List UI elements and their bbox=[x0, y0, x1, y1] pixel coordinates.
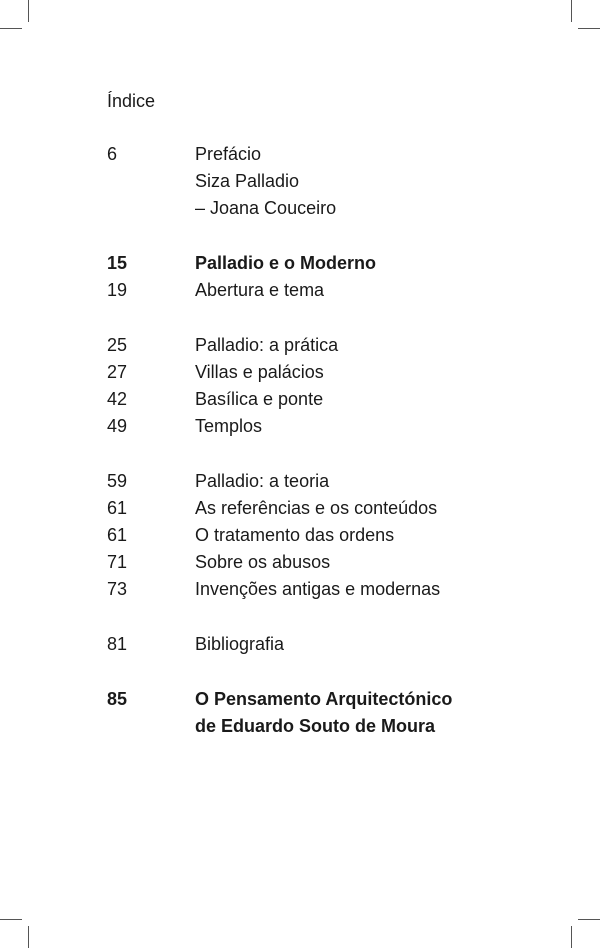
page-number: 6 bbox=[107, 144, 118, 164]
crop-mark bbox=[28, 926, 29, 948]
toc-group bbox=[107, 250, 567, 304]
table-of-contents bbox=[107, 141, 567, 740]
toc-group bbox=[107, 332, 567, 440]
entry-title: Palladio: a teoria bbox=[195, 471, 330, 491]
page-number bbox=[107, 713, 195, 740]
toc-entry bbox=[107, 413, 567, 440]
crop-mark bbox=[0, 919, 22, 920]
entry-title: Villas e palácios bbox=[195, 362, 324, 382]
entry-title: Siza Palladio bbox=[195, 171, 300, 191]
crop-mark bbox=[0, 28, 22, 29]
toc-group bbox=[107, 141, 567, 222]
page-number bbox=[107, 168, 195, 195]
entry-title: Abertura e tema bbox=[195, 280, 325, 300]
page-number: 85 bbox=[107, 689, 128, 709]
entry-title: O Pensamento Arquitectónico bbox=[195, 689, 453, 709]
toc-entry bbox=[107, 549, 567, 576]
toc-entry bbox=[107, 468, 567, 495]
crop-mark bbox=[571, 0, 572, 22]
toc-group bbox=[107, 686, 567, 740]
toc-entry bbox=[107, 522, 567, 549]
page-number: 25 bbox=[107, 335, 128, 355]
entry-title: Prefácio bbox=[195, 144, 262, 164]
toc-entry bbox=[107, 250, 567, 277]
page-number: 27 bbox=[107, 362, 128, 382]
entry-title: Sobre os abusos bbox=[195, 552, 331, 572]
entry-title: Palladio e o Moderno bbox=[195, 253, 377, 273]
entry-title: de Eduardo Souto de Moura bbox=[195, 716, 436, 736]
toc-entry bbox=[107, 332, 567, 359]
entry-title: As referências e os conteúdos bbox=[195, 498, 438, 518]
page-number: 61 bbox=[107, 525, 128, 545]
toc-group bbox=[107, 631, 567, 658]
page-number: 42 bbox=[107, 389, 128, 409]
page-number: 49 bbox=[107, 416, 128, 436]
page-number: 59 bbox=[107, 471, 128, 491]
entry-title: Templos bbox=[195, 416, 263, 436]
entry-title: O tratamento das ordens bbox=[195, 525, 395, 545]
toc-entry bbox=[107, 576, 567, 603]
page-number: 15 bbox=[107, 253, 128, 273]
toc-entry bbox=[107, 359, 567, 386]
toc-group bbox=[107, 468, 567, 603]
crop-mark bbox=[571, 926, 572, 948]
toc-entry bbox=[107, 631, 567, 658]
page-number bbox=[107, 195, 195, 222]
page-number: 61 bbox=[107, 498, 128, 518]
page-number: 19 bbox=[107, 280, 128, 300]
toc-entry bbox=[107, 277, 567, 304]
toc-entry bbox=[107, 195, 567, 222]
toc-entry bbox=[107, 495, 567, 522]
page-number: 71 bbox=[107, 552, 128, 572]
toc-entry bbox=[107, 713, 567, 740]
toc-entry bbox=[107, 386, 567, 413]
entry-title: Palladio: a prática bbox=[195, 335, 339, 355]
page-title: Índice bbox=[107, 91, 156, 111]
crop-mark bbox=[578, 919, 600, 920]
toc-entry bbox=[107, 141, 567, 168]
entry-title: – Joana Couceiro bbox=[195, 198, 337, 218]
toc-entry bbox=[107, 168, 567, 195]
crop-mark bbox=[578, 28, 600, 29]
entry-title: Bibliografia bbox=[195, 634, 285, 654]
entry-title: Invenções antigas e modernas bbox=[195, 579, 441, 599]
toc-entry bbox=[107, 686, 567, 713]
crop-mark bbox=[28, 0, 29, 22]
page-number: 73 bbox=[107, 579, 128, 599]
entry-title: Basílica e ponte bbox=[195, 389, 324, 409]
page-number: 81 bbox=[107, 634, 128, 654]
